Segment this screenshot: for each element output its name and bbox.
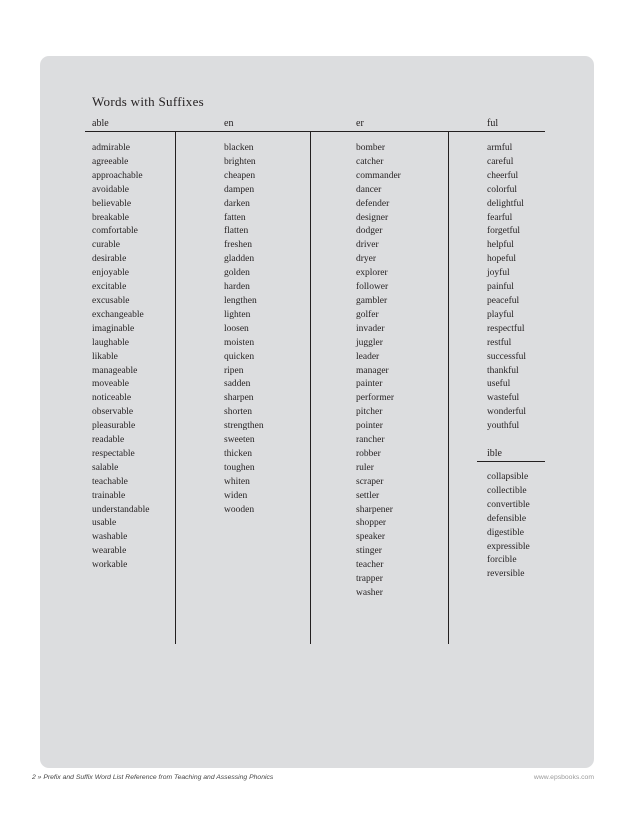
word-item: expressible — [487, 541, 530, 552]
page-title: Words with Suffixes — [92, 94, 205, 109]
footer-citation: 2 » Prefix and Suffix Word List Reference from Teaching and Assessing Phonics — [32, 774, 274, 781]
word-item: commander — [356, 170, 401, 181]
word-item: useful — [487, 379, 511, 390]
word-item: shorten — [224, 407, 252, 418]
word-item: desirable — [92, 254, 127, 265]
column-heading-able: able — [92, 118, 109, 129]
word-item: dryer — [356, 254, 377, 265]
word-item: follower — [356, 282, 389, 293]
word-item: performer — [356, 393, 394, 404]
word-item: painter — [356, 379, 383, 390]
word-item: wooden — [224, 504, 255, 515]
word-item: believable — [92, 198, 132, 209]
column-heading-er: er — [356, 118, 364, 129]
word-list-ible — [487, 471, 530, 582]
word-item: golden — [224, 268, 250, 279]
word-item: hopeful — [487, 254, 517, 265]
word-item: blacken — [224, 143, 254, 153]
word-item: exchangeable — [92, 309, 144, 320]
word-item: trapper — [356, 574, 383, 585]
word-item: observable — [92, 407, 134, 418]
word-list-ful — [487, 142, 526, 434]
word-item: defensible — [487, 513, 527, 524]
word-item: restful — [487, 337, 512, 348]
word-item: understandable — [92, 504, 150, 515]
word-item: scraper — [356, 476, 384, 487]
word-item: convertible — [487, 499, 530, 510]
word-item: manager — [356, 365, 389, 376]
column-heading-ful: ful — [487, 118, 499, 129]
word-item: strengthen — [224, 421, 264, 432]
word-item: freshen — [224, 240, 252, 251]
word-item: stinger — [356, 546, 382, 557]
word-item: comfortable — [92, 226, 138, 237]
column-heading-ible: ible — [487, 448, 502, 459]
word-item: joyful — [487, 268, 510, 279]
word-list-en — [224, 142, 264, 517]
word-item: thicken — [224, 448, 252, 459]
word-item: forgetful — [487, 226, 521, 237]
word-item: collectible — [487, 485, 527, 496]
word-item: washer — [356, 588, 383, 598]
word-item: likable — [92, 351, 118, 362]
word-item: loosen — [224, 323, 249, 334]
footer-url: www.epsbooks.com — [533, 774, 594, 781]
word-item: defender — [356, 198, 390, 209]
word-item: sharpen — [224, 393, 254, 404]
word-item: leader — [356, 351, 380, 362]
word-item: toughen — [224, 462, 255, 473]
word-item: dampen — [224, 184, 255, 195]
column-divider — [175, 131, 176, 644]
column-heading-en: en — [224, 118, 234, 129]
word-item: gambler — [356, 295, 388, 306]
word-item: washable — [92, 532, 128, 543]
word-item: cheerful — [487, 170, 519, 181]
word-item: wonderful — [487, 407, 527, 418]
word-item: cheapen — [224, 170, 256, 181]
word-item: dodger — [356, 226, 383, 237]
word-item: youthful — [487, 421, 520, 432]
word-item: forcible — [487, 555, 517, 566]
word-item: usable — [92, 518, 117, 529]
word-item: darken — [224, 198, 250, 209]
word-item: armful — [487, 143, 513, 153]
word-item: thankful — [487, 365, 519, 376]
word-item: whiten — [224, 476, 250, 487]
word-item: reversible — [487, 569, 525, 580]
word-item: juggler — [356, 337, 383, 348]
header-rule — [85, 131, 545, 132]
word-item: agreeable — [92, 156, 129, 167]
word-item: brighten — [224, 156, 256, 167]
word-item: wasteful — [487, 393, 520, 404]
word-item: gladden — [224, 254, 255, 265]
word-item: digestible — [487, 527, 524, 538]
word-item: teacher — [356, 560, 384, 571]
word-item: collapsible — [487, 472, 529, 482]
word-item: rancher — [356, 435, 385, 446]
word-item: fatten — [224, 212, 246, 223]
word-item: ripen — [224, 365, 244, 376]
word-item: fearful — [487, 212, 513, 223]
word-item: playful — [487, 309, 514, 320]
word-item: helpful — [487, 240, 514, 251]
word-item: laughable — [92, 337, 129, 348]
word-item: peaceful — [487, 295, 520, 306]
word-item: bomber — [356, 143, 386, 153]
word-item: sharpener — [356, 504, 393, 515]
column-divider — [310, 131, 311, 644]
word-item: lengthen — [224, 295, 257, 306]
column-divider — [448, 131, 449, 644]
word-item: settler — [356, 490, 380, 501]
word-item: salable — [92, 462, 119, 473]
word-item: breakable — [92, 212, 129, 223]
word-item: dancer — [356, 184, 382, 195]
word-item: wearable — [92, 546, 127, 557]
word-item: pleasurable — [92, 421, 136, 432]
word-item: flatten — [224, 226, 249, 237]
word-item: widen — [224, 490, 248, 501]
word-item: speaker — [356, 532, 386, 543]
word-item: ruler — [356, 462, 374, 473]
word-item: imaginable — [92, 323, 135, 334]
word-item: enjoyable — [92, 268, 129, 279]
word-item: painful — [487, 282, 514, 293]
word-list-able — [92, 142, 150, 573]
word-item: quicken — [224, 351, 255, 362]
word-item: admirable — [92, 143, 130, 153]
word-item: successful — [487, 351, 527, 362]
ible-header-rule — [477, 461, 545, 462]
word-item: readable — [92, 435, 125, 446]
word-item: harden — [224, 282, 250, 293]
word-item: pointer — [356, 421, 383, 432]
word-item: lighten — [224, 309, 251, 320]
word-item: manageable — [92, 365, 138, 376]
word-item: careful — [487, 156, 514, 167]
word-item: catcher — [356, 156, 384, 167]
word-item: moveable — [92, 379, 129, 390]
word-item: shopper — [356, 518, 387, 529]
word-item: approachable — [92, 170, 143, 181]
word-item: pitcher — [356, 407, 383, 418]
word-item: avoidable — [92, 184, 129, 195]
word-item: respectable — [92, 448, 135, 459]
word-item: invader — [356, 323, 385, 334]
word-item: teachable — [92, 476, 128, 487]
word-list-er — [356, 142, 401, 601]
word-item: explorer — [356, 268, 388, 279]
word-item: workable — [92, 560, 128, 571]
word-item: excitable — [92, 282, 127, 293]
word-item: designer — [356, 212, 389, 223]
word-item: moisten — [224, 337, 255, 348]
word-item: curable — [92, 240, 120, 251]
word-item: robber — [356, 448, 381, 459]
word-item: trainable — [92, 490, 126, 501]
word-item: driver — [356, 240, 379, 251]
word-item: excusable — [92, 295, 130, 306]
word-item: delightful — [487, 198, 524, 209]
word-item: respectful — [487, 323, 525, 334]
word-item: noticeable — [92, 393, 132, 404]
word-item: sadden — [224, 379, 251, 390]
word-item: colorful — [487, 184, 518, 195]
word-item: golfer — [356, 309, 379, 320]
word-item: sweeten — [224, 435, 255, 446]
